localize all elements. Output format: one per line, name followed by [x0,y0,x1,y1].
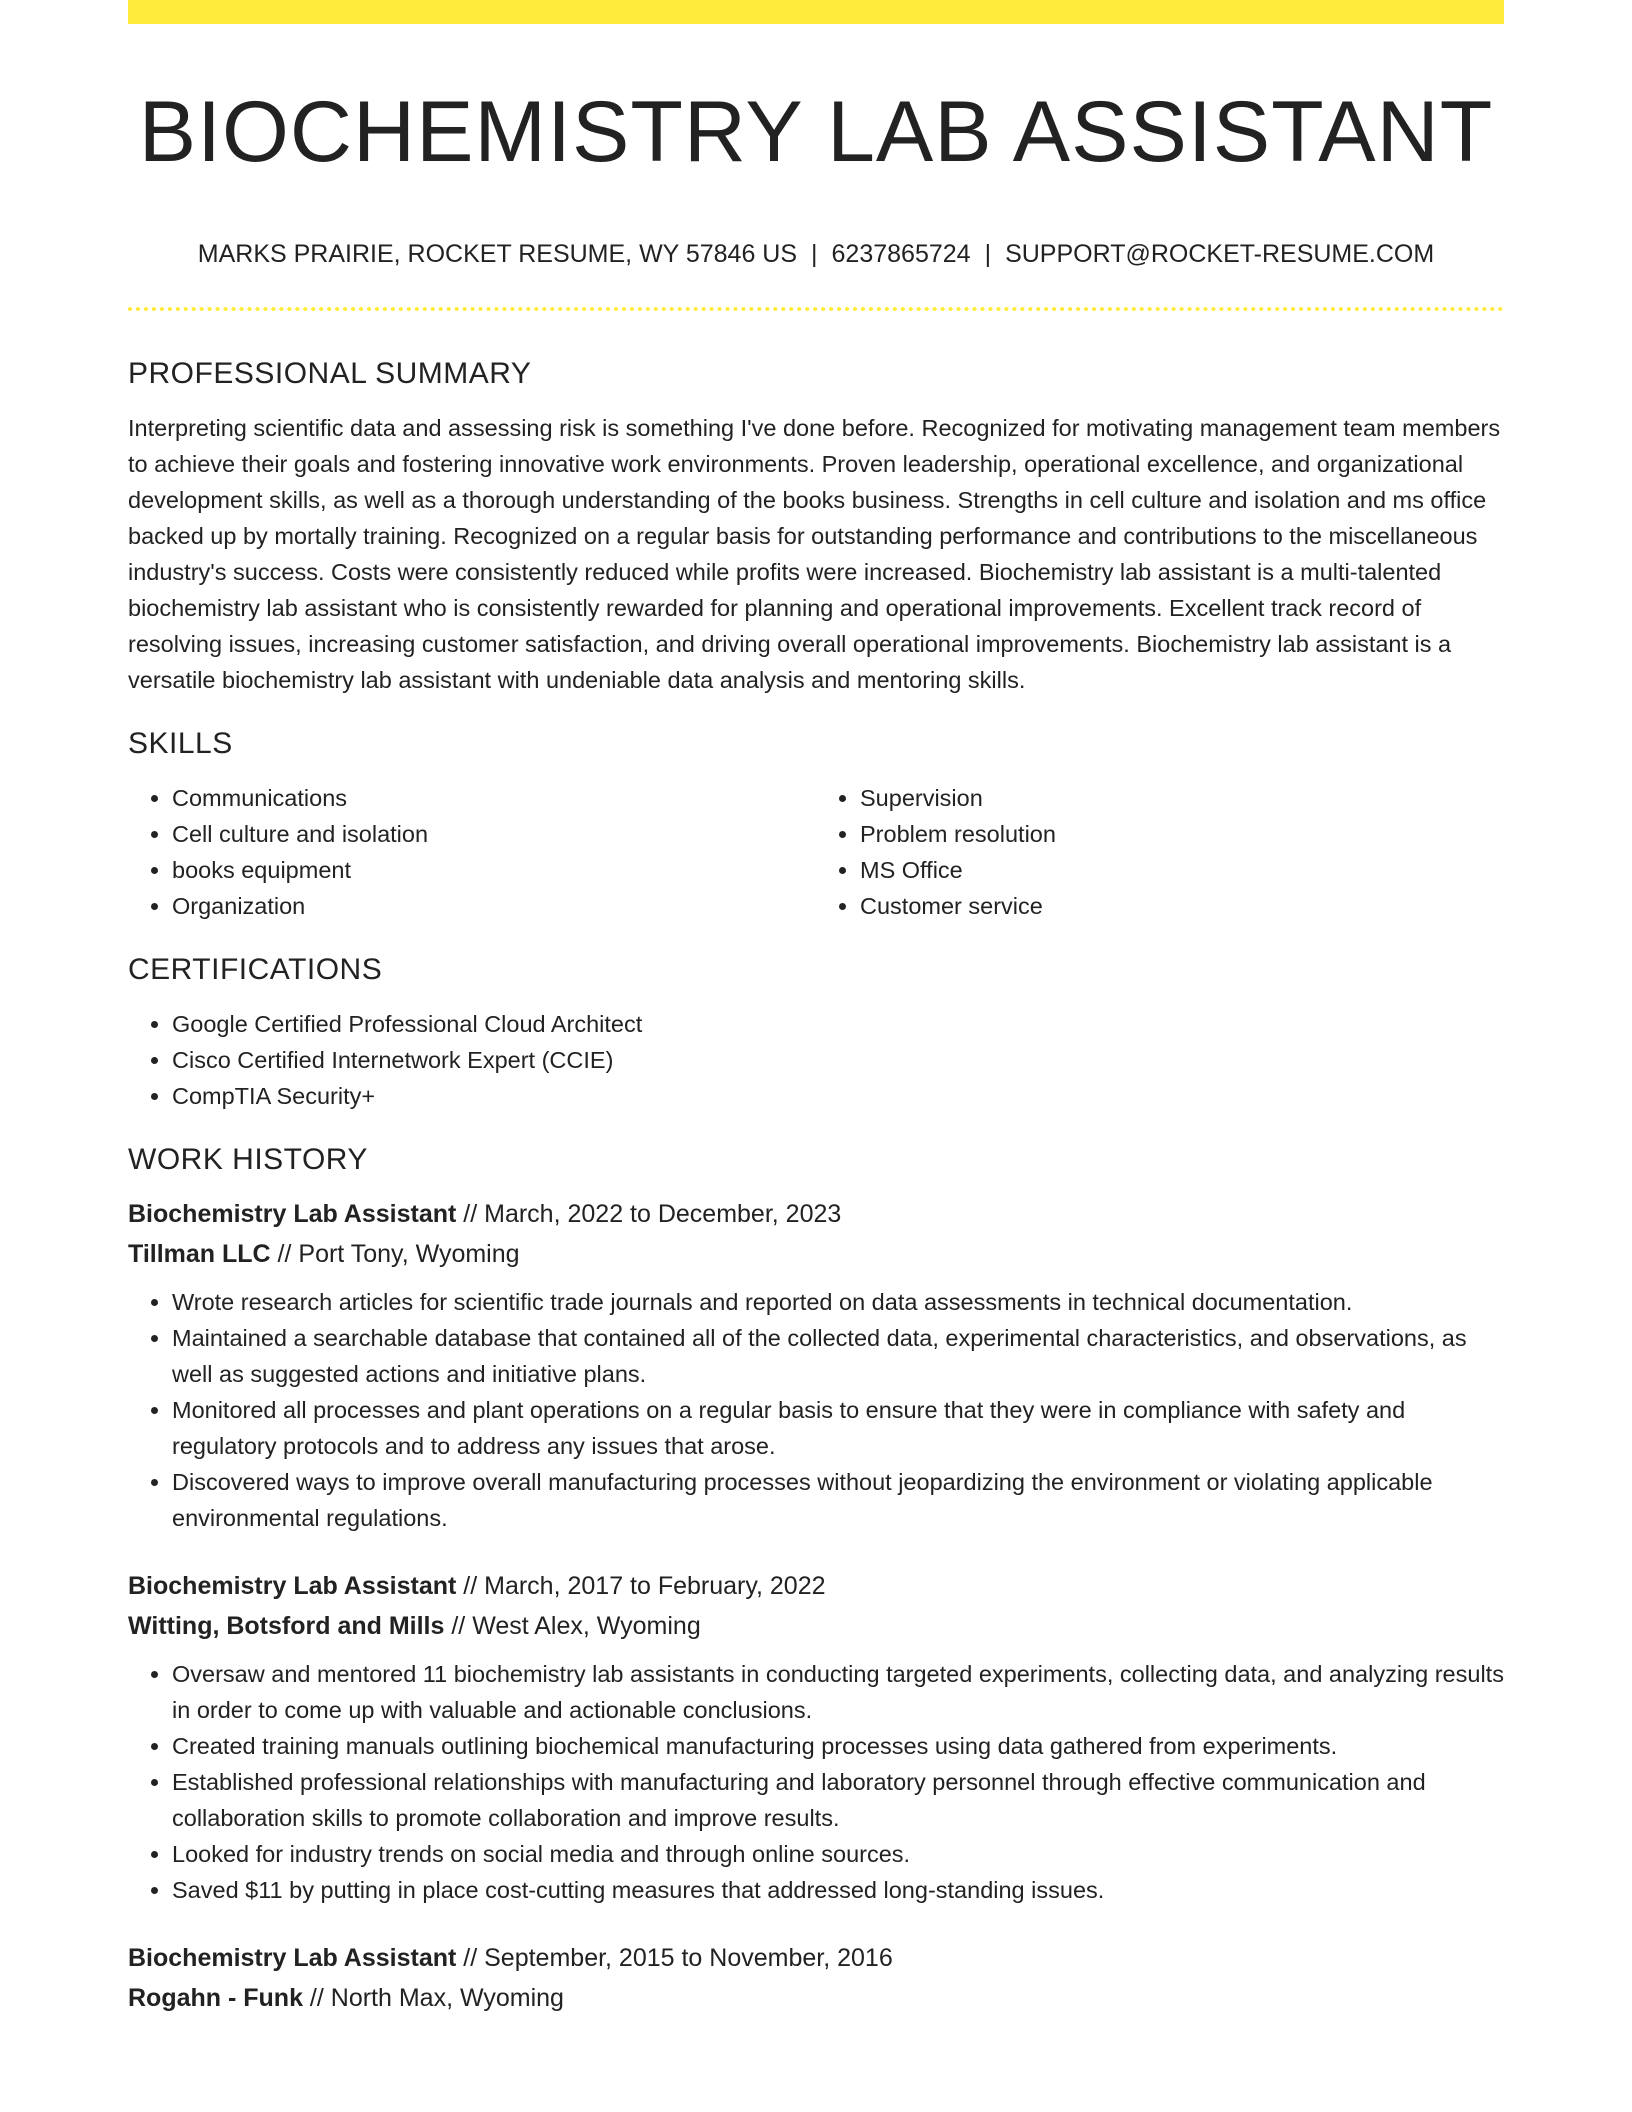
job-bullet: • Wrote research articles for scientific trade journals and reported on data assessments in technical documentation. [172,1284,1504,1320]
skill-item: • Problem resolution [860,816,1504,852]
job-bullet: • Discovered ways to improve overall manufacturing processes without jeopardizing the environment or violating applicable environmental regulations. [172,1464,1504,1536]
job-company-line [128,1978,1504,2018]
job-location: // North Max, Wyoming [302,1984,564,2012]
job-location: // West Alex, Wyoming [444,1612,701,1640]
skills-section [128,722,1504,924]
job-company: Rogahn - Funk [128,1984,303,2012]
job-title: Biochemistry Lab Assistant [128,1572,457,1600]
accent-bar [128,0,1504,24]
job-company-line [128,1234,1504,1274]
contact-line [128,236,1504,272]
job-company-line [128,1606,1504,1646]
header-divider [128,307,1504,311]
contact-separator: | [811,240,818,268]
section-heading-work-history: WORK HISTORY [128,1143,368,1176]
skill-item: • Organization [172,888,816,924]
certification-item: • Cisco Certified Internetwork Expert (CCIE) [172,1042,1504,1078]
job-company: Witting, Botsford and Mills [128,1612,445,1640]
job-bullet: • Maintained a searchable database that contained all of the collected data, experimental characteristics, and observations, as well as suggested actions and initiative plans. [172,1320,1504,1392]
job-dates: // September, 2015 to November, 2016 [456,1944,893,1972]
summary-text: Interpreting scientific data and assessing risk is something I've done before. Recognized for motivating management team members to achieve their goals and fostering innovative work environments. Proven leadership, operational excellence, and organizational development skills, as well as a thorough understanding of the books business. Strengths in cell culture and isolation and ms office backed up by mortally training. Recognized on a regular basis for outstanding performance and contributions to the miscellaneous industry's success. Costs were consistently reduced while profits were increased. Biochemistry lab assistant is a multi-talented biochemistry lab assistant who is consistently rewarded for planning and operational improvements. Excellent track record of resolving issues, increasing customer satisfaction, and driving overall operational improvements. Biochemistry lab assistant is a versatile biochemistry lab assistant with undeniable data analysis and mentoring skills. [128,415,1501,693]
job-title: Biochemistry Lab Assistant [128,1944,457,1972]
skill-item: • Customer service [860,888,1504,924]
job-title-line [128,1194,1504,1234]
skill-item: • Communications [172,780,816,816]
resume-name: BIOCHEMISTRY LAB ASSISTANT [138,84,1494,180]
job-bullet: • Monitored all processes and plant operations on a regular basis to ensure that they were in compliance with safety and regulatory protocols and to address any issues that arose. [172,1392,1504,1464]
job-bullet: • Looked for industry trends on social media and through online sources. [172,1836,1504,1872]
job-entry [128,1566,1504,1908]
skills-list-right [816,780,1504,924]
skill-item: • MS Office [860,852,1504,888]
job-bullet: • Oversaw and mentored 11 biochemistry lab assistants in conducting targeted experiments, collecting data, and analyzing results in order to come up with valuable and actionable conclusions. [172,1656,1504,1728]
job-dates: // March, 2017 to February, 2022 [456,1572,826,1600]
contact-phone: 6237865724 [831,240,971,268]
summary-section [128,352,1504,698]
job-title-line [128,1938,1504,1978]
job-bullets [128,1284,1504,1536]
job-title: Biochemistry Lab Assistant [128,1200,457,1228]
job-location: // Port Tony, Wyoming [270,1240,520,1268]
job-bullet: • Saved $11 by putting in place cost-cutting measures that addressed long-standing issues. [172,1872,1504,1908]
job-entry [128,1194,1504,1536]
skill-item: • Supervision [860,780,1504,816]
job-entry [128,1938,1504,2018]
section-heading-certifications: CERTIFICATIONS [128,953,383,986]
contact-email: SUPPORT@ROCKET-RESUME.COM [1005,240,1435,268]
contact-separator: | [984,240,992,268]
skills-columns [128,780,1504,924]
job-bullets [128,1656,1504,1908]
job-title-line [128,1566,1504,1606]
job-dates: // March, 2022 to December, 2023 [456,1200,842,1228]
contact-address: MARKS PRAIRIE, ROCKET RESUME, WY 57846 US [197,240,798,268]
resume-content [128,352,1504,2018]
job-bullet: • Established professional relationships with manufacturing and laboratory personnel through effective communication and collaboration skills to promote collaboration and improve results. [172,1764,1504,1836]
skill-item: • books equipment [172,852,816,888]
job-bullet: • Created training manuals outlining biochemical manufacturing processes using data gathered from experiments. [172,1728,1504,1764]
job-company: Tillman LLC [128,1240,271,1268]
section-heading-skills: SKILLS [128,727,233,760]
skill-item: • Cell culture and isolation [172,816,816,852]
skills-list-left [128,780,816,924]
certification-item: • Google Certified Professional Cloud Architect [172,1006,1504,1042]
certifications-list [128,1006,1504,1114]
certification-item: • CompTIA Security+ [172,1078,1504,1114]
section-heading-summary: PROFESSIONAL SUMMARY [128,357,532,390]
certifications-section [128,948,1504,1114]
work-history-section [128,1138,1504,2018]
